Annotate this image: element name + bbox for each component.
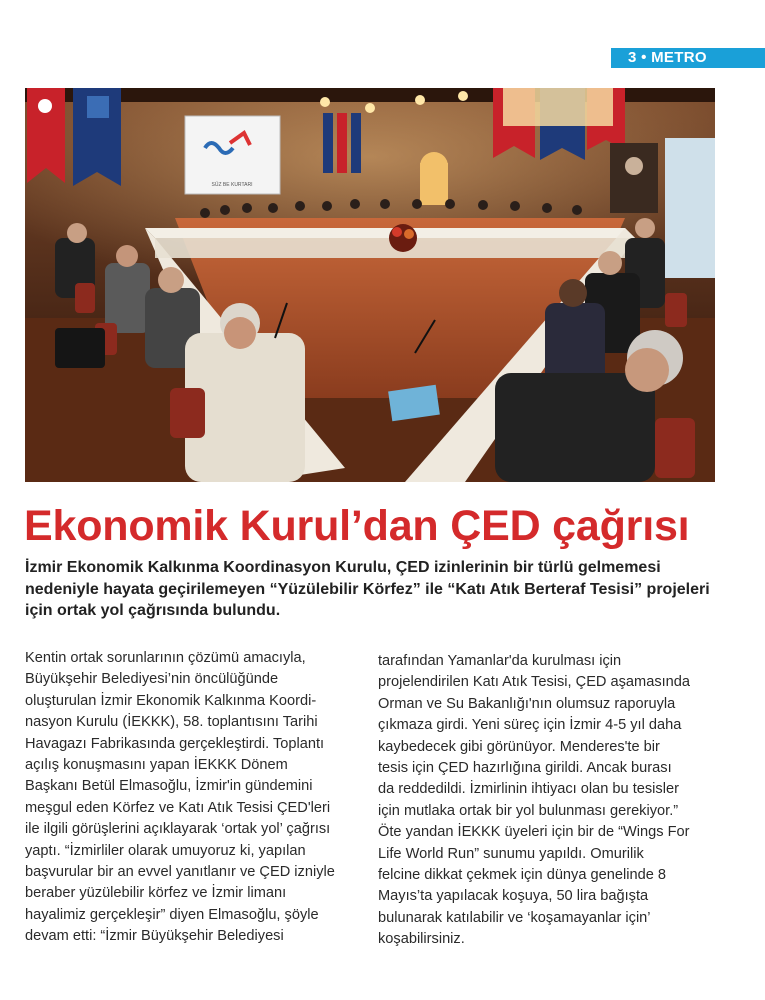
body-line: koşabilirsiniz. xyxy=(378,931,465,948)
screen-title: SÜZ BE KURTARI xyxy=(211,182,253,188)
body-line: projelendirilen Katı Atık Tesisi, ÇED aşamasında xyxy=(378,674,691,691)
body-line: tarafından Yamanlar'da kurulması için xyxy=(378,653,622,669)
body-line: oluşturulan İzmir Ekonomik Kalkınma Koordi- xyxy=(25,692,317,709)
body-column-right xyxy=(378,651,716,951)
body-line: için mutlaka ortak bir yol bulunması gerekiyor.” xyxy=(378,802,679,819)
body-line: Büyükşehir Belediyesi’nin öncülüğünde xyxy=(25,671,279,688)
body-line: çıkmaza girdi. Yeni süreç için İzmir 4-5 yıl daha xyxy=(378,717,682,734)
body-line: tesis için ÇED hazırlığına girildi. Ancak burası xyxy=(378,760,672,777)
body-line: ile ilgili görüşlerini açıklayarak ‘ortak yol’ çağrısı xyxy=(25,821,331,838)
body-column-left xyxy=(25,648,363,948)
body-line: Orman ve Su Bakanlığı'nın olumsuz raporuyla xyxy=(378,695,676,712)
body-line: Öte yandan İEKKK üyeleri için bir de “Wings For xyxy=(378,824,690,841)
lead-paragraph: İzmir Ekonomik Kalkınma Koordinasyon Kurulu, ÇED izinlerinin bir türlü gelmemesi nedeniyle hayata geçirilemeyen “Yüzülebilir Körfez” ile “Katı Atık Berteraf Tesisi” projeleri için ortak yol çağrısında bulundu. xyxy=(25,559,710,619)
body-line: kaybedecek gibi görünüyor. Menderes'te bir xyxy=(378,738,660,755)
body-line: meşgul eden Körfez ve Katı Atık Tesisi ÇED'leri xyxy=(25,799,331,816)
body-line: nasyon Kurulu (İEKKK), 58. toplantısını Tarihi xyxy=(25,714,318,731)
headline: Ekonomik Kurul’dan ÇED çağrısı xyxy=(24,502,690,550)
body-line: Başkanı Betül Elmasoğlu, İzmir'in gündemini xyxy=(25,778,313,795)
body-line: açılış konuşmasını yapan İEKKK Dönem xyxy=(25,757,288,774)
body-line: bulunarak katılabilir ve ‘koşamayanlar için’ xyxy=(378,909,651,926)
meeting-illustration xyxy=(25,88,715,482)
section-tag: 3 • METRO xyxy=(611,48,765,68)
body-line: yaptı. “İzmirliler olarak umuyoruz ki, yapılan xyxy=(25,842,306,859)
body-line: Havagazı Fabrikasında gerçekleştirdi. Toplantı xyxy=(25,735,325,752)
body-line: Kentin ortak sorunlarının çözümü amacıyla, xyxy=(25,650,306,666)
body-line: felcine dikkat çekmek için dünya genelinde 8 xyxy=(378,867,666,884)
meeting-photo xyxy=(25,88,715,482)
body-line: devam etti: “İzmir Büyükşehir Belediyesi xyxy=(25,928,284,945)
body-line: Life World Run” sunumu yapıldı. Omurilik xyxy=(378,845,644,862)
body-line: da reddedildi. İzmirlinin ihtiyacı olan bu tesisler xyxy=(378,781,679,798)
body-line: başvurular bir an evvel yanıtlanır ve ÇED izniyle xyxy=(25,864,335,881)
body-line: beraber yüzülebilir körfez ve İzmir limanı xyxy=(25,885,287,902)
body-line: hayalimiz gerçekleşir” diyen Elmasoğlu, şöyle xyxy=(25,906,319,923)
body-line: Mayıs’ta yapılacak koşuya, 50 lira bağışta xyxy=(378,888,649,905)
